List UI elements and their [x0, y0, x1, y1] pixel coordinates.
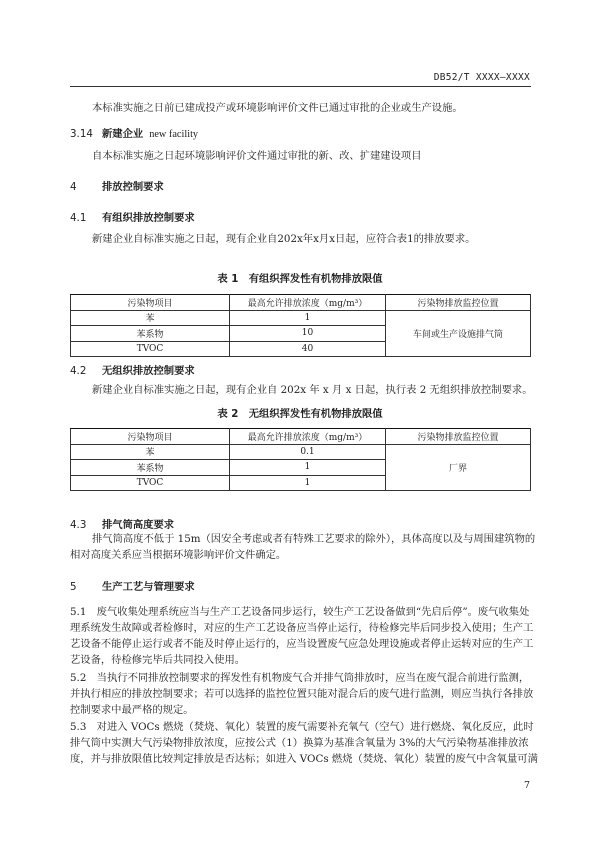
paragraph-4-3-line1: 排气筒高度不低于 15m（因安全考虑或者有特殊工艺要求的除外），具体高度以及与周围建筑物的 [92, 533, 536, 545]
table-cell-limit: 10 [230, 326, 386, 342]
table-cell-limit: 1 [230, 475, 386, 491]
paragraph-3-14: 自本标准实施之日起环境影响评价文件通过审批的新、改、扩建建设项目 [92, 150, 422, 162]
table-row [71, 444, 531, 460]
paragraph-4-2: 新建企业自标准实施之日起，现有企业自 202x 年 x 月 x 日起，执行表 2 无组织排放控制要求。 [92, 384, 533, 396]
section-number: 5 [70, 581, 77, 593]
section-5-heading [70, 578, 195, 593]
table-cell-limit: 40 [230, 341, 386, 357]
table1-caption: 表 1 有组织挥发性有机物排放限值 [217, 273, 383, 285]
table2-header-location: 污染物排放监控位置 [386, 429, 531, 445]
section-number: 3.14 [70, 128, 93, 140]
table-cell-pollutant: TVOC [71, 475, 230, 491]
paragraph-5-3-line1: 5.3 对进入 VOCs 燃烧（焚烧、氧化）装置的废气需要补充氧气（空气）进行燃烧、氧化反应，此时 [70, 721, 534, 733]
table-row [71, 310, 531, 326]
table2-header-concentration: 最高允许排放浓度（mg/m³） [230, 429, 386, 445]
paragraph-5-1-line4: 艺设备，待检修完毕后共同投入使用。 [70, 654, 246, 666]
table1 [70, 294, 531, 357]
page-number: 7 [523, 780, 530, 791]
section-4-heading [70, 178, 164, 193]
table-cell-pollutant: 苯 [71, 310, 230, 326]
table-cell-pollutant: TVOC [71, 341, 230, 357]
paragraph-5-2-line1: 5.2 当执行不同排放控制要求的挥发性有机物废气合并排气筒排放时，应当在废气混合前进行监测， [70, 672, 530, 684]
paragraph-5-1-line3: 艺设备不能停止运行或者不能及时停止运行的，应当设置废气应急处理设施或者停止运转对应的生产工 [70, 638, 534, 650]
paragraph-5-1-line2: 理系统发生故障或者检修时，对应的生产工艺设备应当停止运行，待检修完毕后同步投入使用；生产工 [70, 622, 534, 634]
section-4-3-heading [70, 516, 174, 531]
section-title: 新建企业 [102, 128, 144, 140]
section-number: 4.2 [70, 365, 87, 377]
section-4-1-heading [70, 209, 195, 224]
table-cell-pollutant: 苯系物 [71, 460, 230, 476]
section-title: 排放控制要求 [102, 181, 164, 193]
section-title: 无组织排放控制要求 [102, 365, 195, 377]
paragraph-5-1-line1: 5.1 废气收集处理系统应当与生产工艺设备同步运行，较生产工艺设备做到“先启后停”。废气收集处 [70, 606, 530, 618]
paragraph-3-13-tail: 本标准实施之日前已建成投产或环境影响评价文件已通过审批的企业或生产设施。 [92, 102, 463, 114]
table1-header-location: 污染物排放监控位置 [386, 295, 531, 311]
table-cell-limit: 0.1 [230, 444, 386, 460]
table-cell-limit: 1 [230, 460, 386, 476]
section-number: 4.1 [70, 212, 87, 224]
paragraph-5-3-line3: 度，并与排放限值比较判定排放是否达标；如进入 VOCs 燃烧（焚烧、氧化）装置的废气中含氧量可满 [70, 753, 538, 765]
section-title: 有组织排放控制要求 [102, 212, 195, 224]
document-code: DB52/T XXXX—XXXX [433, 72, 530, 83]
header-rule [70, 86, 531, 87]
table-cell-pollutant: 苯系物 [71, 326, 230, 342]
table2-header-pollutant: 污染物项目 [71, 429, 230, 445]
table1-header-concentration: 最高允许排放浓度（mg/m³） [230, 295, 386, 311]
table2-caption: 表 2 无组织挥发性有机物排放限值 [217, 408, 383, 420]
section-number: 4.3 [70, 519, 87, 531]
section-4-2-heading [70, 362, 195, 377]
table2 [70, 428, 531, 491]
paragraph-5-3-line2: 排气筒中实测大气污染物排放浓度，应按公式（1）换算为基准含氧量为 3%的大气污染物基准排放浓 [70, 737, 529, 749]
paragraph-4-3-line2: 相对高度关系应当根据环境影响评价文件确定。 [70, 549, 287, 561]
table1-header-pollutant: 污染物项目 [71, 295, 230, 311]
section-title: 生产工艺与管理要求 [102, 581, 195, 593]
paragraph-4-1: 新建企业自标准实施之日起，现有企业自202x年x月x日起，应符合表1的排放要求。 [92, 233, 476, 245]
paragraph-5-2-line2: 并执行相应的排放控制要求；若可以选择的监控位置只能对混合后的废气进行监测，则应当执行各排放 [70, 688, 534, 700]
table1-location-cell: 车间或生产设施排气筒 [386, 310, 531, 357]
section-number: 4 [70, 181, 77, 193]
table-cell-pollutant: 苯 [71, 444, 230, 460]
table2-location-cell: 厂界 [386, 444, 531, 491]
table-cell-limit: 1 [230, 310, 386, 326]
section-title: 排气筒高度要求 [102, 519, 175, 531]
paragraph-5-2-line3: 控制要求中最严格的规定。 [70, 704, 194, 716]
section-3-14-heading [70, 125, 198, 140]
section-title-en: new facility [149, 129, 199, 140]
